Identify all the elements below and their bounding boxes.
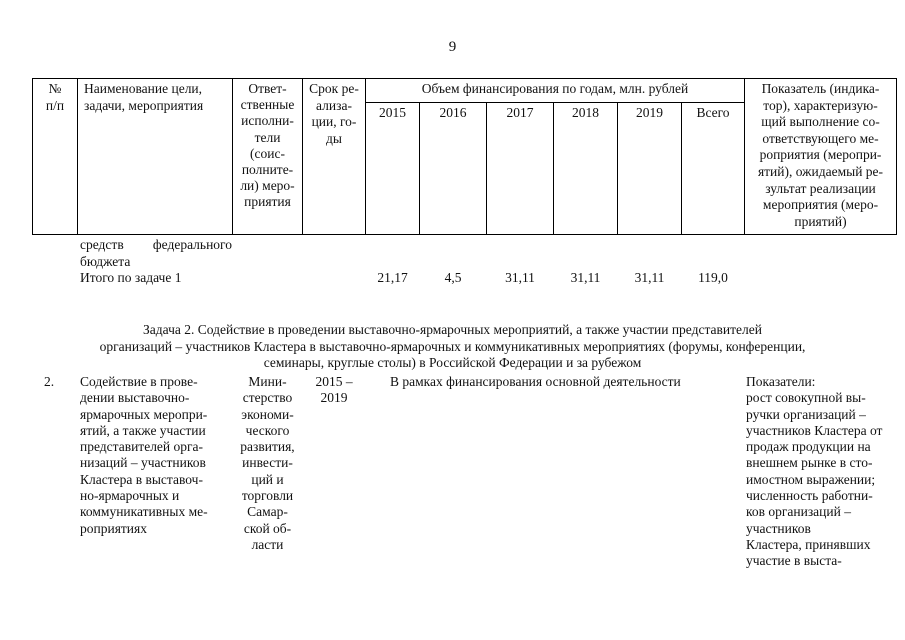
header-year-2015: 2015 xyxy=(379,105,406,120)
header-term: Срок ре- ализа- ции, го- ды xyxy=(309,81,359,146)
header-year-2017: 2017 xyxy=(506,105,534,120)
page-number: 9 xyxy=(448,39,457,55)
header-executors: Ответ- ственные исполни- тели (соис- полните- ли) меро- приятия xyxy=(240,81,295,210)
total-2015: 21,17 xyxy=(377,270,408,285)
total-all: 119,0 xyxy=(698,270,728,285)
total-2017: 31,11 xyxy=(505,270,535,285)
total-2016: 4,5 xyxy=(444,270,462,285)
row2-name: Содействие в прове- дении выставочно- ярмарочных меропри- ятий, а также участии представителей орга- низаций – участников Кластера в выставоч- но-ярмарочных и коммуникативных ме- роприятиях xyxy=(80,374,208,536)
header-indicator: Показатель (индика- тор), характеризую- щий выполнение со- ответствующего ме- роприятия (меропри- ятий), ожидаемый ре- зультат реализации мероприятия (меро- приятий) xyxy=(757,81,884,229)
header-year-2016: 2016 xyxy=(439,105,467,120)
row2-indicator: Показатели: рост совокупной вы- ручки организаций – участников Кластера от продаж продукции на внешнем рынке в сто- имостном выражении; численность работни- ков организаций – участников Кластера, принявших участие в выста- xyxy=(746,374,883,569)
header-finance-title: Объем финансирования по годам, млн. рублей xyxy=(421,81,689,96)
total-2018: 31,11 xyxy=(570,270,601,285)
task2-title: Задача 2. Содействие в проведении выставочно-ярмарочных мероприятий, а также участии представителей организаций – участников Кластера в выставочно-ярмарочных и коммуникативных мероприятиях (форумы, конференции, семинары, круглые столы) в Российской Федерации и за рубежом xyxy=(99,322,806,370)
header-total: Всего xyxy=(696,105,730,120)
row2-term: 2015 – 2019 xyxy=(315,374,353,406)
row2-num: 2. xyxy=(44,374,55,389)
continuation-text: средств федерального бюджета xyxy=(80,237,232,269)
row2-executor: Мини- стерство экономи- ческого развития, инвести- ций и торговли Самар- ской об- ласти xyxy=(240,374,295,552)
header-year-2019: 2019 xyxy=(636,105,663,120)
total-label: Итого по задаче 1 xyxy=(80,270,182,285)
total-2019: 31,11 xyxy=(634,270,665,285)
header-year-2018: 2018 xyxy=(572,105,599,120)
header-name: Наименование цели, задачи, мероприятия xyxy=(84,81,204,113)
row2-finance: В рамках финансирования основной деятельности xyxy=(390,374,681,389)
header-num: № п/п xyxy=(45,81,65,113)
